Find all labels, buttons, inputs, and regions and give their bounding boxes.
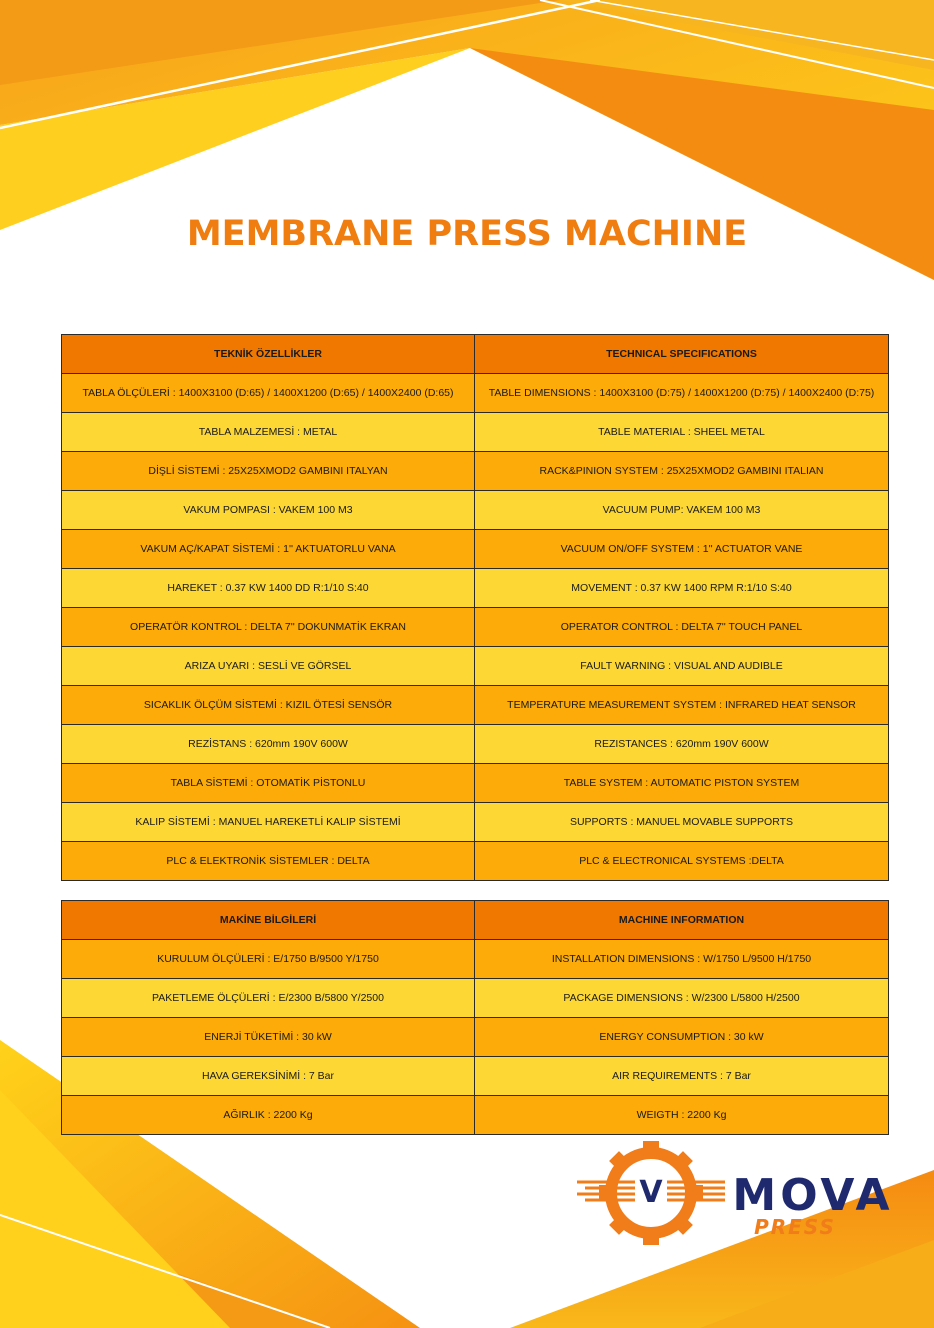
table-cell-en: OPERATOR CONTROL : DELTA 7'' TOUCH PANEL (475, 608, 889, 647)
table-row (62, 764, 889, 803)
table-cell-en: PLC & ELECTRONICAL SYSTEMS :DELTA (475, 842, 889, 881)
table-row (62, 608, 889, 647)
table-cell-tr: ENERJİ TÜKETİMİ : 30 kW (62, 1018, 475, 1057)
table-cell-tr: AĞIRLIK : 2200 Kg (62, 1096, 475, 1135)
table-cell-en: VACUUM PUMP: VAKEM 100 M3 (475, 491, 889, 530)
table-cell-tr: PAKETLEME ÖLÇÜLERİ : E/2300 B/5800 Y/2500 (62, 979, 475, 1018)
table-cell-en: RACK&PINION SYSTEM : 25X25XMOD2 GAMBINI ITALIAN (475, 452, 889, 491)
table-cell-en: PACKAGE DIMENSIONS : W/2300 L/5800 H/2500 (475, 979, 889, 1018)
gear-icon (577, 1141, 725, 1245)
table-cell-tr: HAREKET : 0.37 KW 1400 DD R:1/10 S:40 (62, 569, 475, 608)
logo-sub-text: PRESS (754, 1215, 836, 1239)
table-row (62, 1057, 889, 1096)
table-row (62, 940, 889, 979)
table-row (62, 725, 889, 764)
table-cell-en: TABLE MATERIAL : SHEEL METAL (475, 413, 889, 452)
table-cell-tr: KALIP SİSTEMİ : MANUEL HAREKETLİ KALIP SİSTEMİ (62, 803, 475, 842)
table-header-row (62, 901, 889, 940)
table-cell-en: WEIGTH : 2200 Kg (475, 1096, 889, 1135)
table-cell-tr: TABLA ÖLÇÜLERİ : 1400X3100 (D:65) / 1400X1200 (D:65) / 1400X2400 (D:65) (62, 374, 475, 413)
table-cell-tr: HAVA GEREKSİNİMİ : 7 Bar (62, 1057, 475, 1096)
table-row (62, 647, 889, 686)
table-row (62, 803, 889, 842)
table-cell-en: FAULT WARNING : VISUAL AND AUDIBLE (475, 647, 889, 686)
header-machine-tr: MAKİNE BİLGİLERİ (62, 901, 475, 940)
mova-press-logo (575, 1138, 905, 1248)
table-cell-tr: ARIZA UYARI : SESLİ VE GÖRSEL (62, 647, 475, 686)
table-cell-en: MOVEMENT : 0.37 KW 1400 RPM R:1/10 S:40 (475, 569, 889, 608)
table-cell-tr: PLC & ELEKTRONİK SİSTEMLER : DELTA (62, 842, 475, 881)
table-cell-tr: TABLA MALZEMESİ : METAL (62, 413, 475, 452)
table-cell-en: SUPPORTS : MANUEL MOVABLE SUPPORTS (475, 803, 889, 842)
table-cell-en: AIR REQUIREMENTS : 7 Bar (475, 1057, 889, 1096)
logo-brand-text: MOVA (732, 1170, 894, 1221)
table-cell-en: TABLE SYSTEM : AUTOMATIC PISTON SYSTEM (475, 764, 889, 803)
table-cell-tr: DİŞLİ SİSTEMİ : 25X25XMOD2 GAMBINI ITALYAN (62, 452, 475, 491)
table-row (62, 569, 889, 608)
table-cell-en: VACUUM ON/OFF SYSTEM : 1'' ACTUATOR VANE (475, 530, 889, 569)
page-title: MEMBRANE PRESS MACHINE (186, 214, 748, 254)
logo-icon-letter: V (639, 1175, 663, 1210)
table-header-row (62, 335, 889, 374)
header-technical-tr: TEKNİK ÖZELLİKLER (62, 335, 475, 374)
table-row (62, 530, 889, 569)
table-row (62, 686, 889, 725)
table-cell-tr: KURULUM ÖLÇÜLERİ : E/1750 B/9500 Y/1750 (62, 940, 475, 979)
header-machine-en: MACHINE INFORMATION (475, 901, 889, 940)
machine-information-table (61, 900, 889, 1135)
table-cell-tr: VAKUM POMPASI : VAKEM 100 M3 (62, 491, 475, 530)
table-row (62, 452, 889, 491)
table-cell-en: REZISTANCES : 620mm 190V 600W (475, 725, 889, 764)
table-row (62, 979, 889, 1018)
table-cell-en: TEMPERATURE MEASUREMENT SYSTEM : INFRARED HEAT SENSOR (475, 686, 889, 725)
table-cell-en: ENERGY CONSUMPTION : 30 kW (475, 1018, 889, 1057)
table-row (62, 1018, 889, 1057)
table-cell-tr: SICAKLIK ÖLÇÜM SİSTEMİ : KIZIL ÖTESİ SENSÖR (62, 686, 475, 725)
table-cell-tr: VAKUM AÇ/KAPAT SİSTEMİ : 1'' AKTUATORLU VANA (62, 530, 475, 569)
table-cell-tr: OPERATÖR KONTROL : DELTA 7'' DOKUNMATİK EKRAN (62, 608, 475, 647)
header-technical-en: TECHNICAL SPECIFICATIONS (475, 335, 889, 374)
table-cell-en: INSTALLATION DIMENSIONS : W/1750 L/9500 H/1750 (475, 940, 889, 979)
table-cell-tr: REZİSTANS : 620mm 190V 600W (62, 725, 475, 764)
table-row (62, 1096, 889, 1135)
table-row (62, 374, 889, 413)
technical-specifications-table (61, 334, 889, 881)
table-row (62, 842, 889, 881)
table-row (62, 491, 889, 530)
table-cell-en: TABLE DIMENSIONS : 1400X3100 (D:75) / 1400X1200 (D:75) / 1400X2400 (D:75) (475, 374, 889, 413)
table-cell-tr: TABLA SİSTEMİ : OTOMATİK PİSTONLU (62, 764, 475, 803)
table-row (62, 413, 889, 452)
